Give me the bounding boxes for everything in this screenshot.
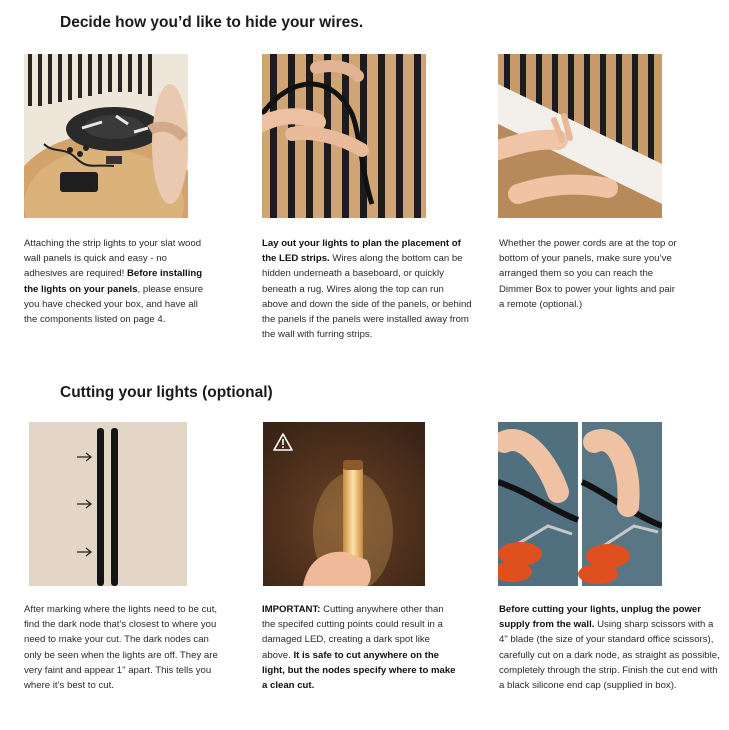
section1-heading: Decide how you’d like to hide your wires. — [60, 14, 364, 31]
section2-col2-text: IMPORTANT: Cutting anywhere other than the specifed cutting points could result in a damaged LED, creating a dark spot like above. It is safe to cut anywhere on the light, but the nodes specify where to make a clean cut. — [262, 604, 456, 692]
damaged-led-photo — [263, 422, 425, 586]
section1-col1-text: Attaching the strip lights to your slat wood wall panels is quick and easy - no adhesives are required! Before installing the lights on your panels, please ensure you have checked your box, and have all the components listed on page 4. — [24, 238, 204, 326]
cutting-strip-photo — [498, 422, 662, 586]
section1-col2-text: Lay out your lights to plan the placement of the LED strips. Wires along the bottom can be hidden underneath a baseboard, or quickly beneath a rug. Wires along the top can run above and down the side of the panels, or behind the panels if the panels were installed away from the wall with furring strips. — [262, 238, 472, 341]
layout-lights-photo — [262, 54, 426, 218]
dark-node-diagram — [29, 422, 187, 586]
section2-col1-text: After marking where the lights need to be cut, find the dark node that’s closest to where you need to make your cut. The dark nodes can only be seen when the lights are off. They are very faint and appear 1" apart. This tells you where it’s best to cut. — [24, 604, 218, 692]
section2-col3-text: Before cutting your lights, unplug the power supply from the wall. Using sharp scissors with a 4" blade (the size of your standard office scissors), carefully cut on a dark node, as straight as possible, completely through the strip. Finish the cut end with a black silicone end cap (supplied in box). — [499, 604, 720, 692]
strip-lights-reel-photo — [24, 54, 188, 218]
section2-heading: Cutting your lights (optional) — [60, 384, 273, 401]
baseboard-hide-wires-photo — [498, 54, 662, 218]
section1-col3-text: Whether the power cords are at the top or bottom of your panels, make sure you’ve arranged them so you can reach the Dimmer Box to power your lights and pair a remote (optional.) — [499, 238, 677, 310]
